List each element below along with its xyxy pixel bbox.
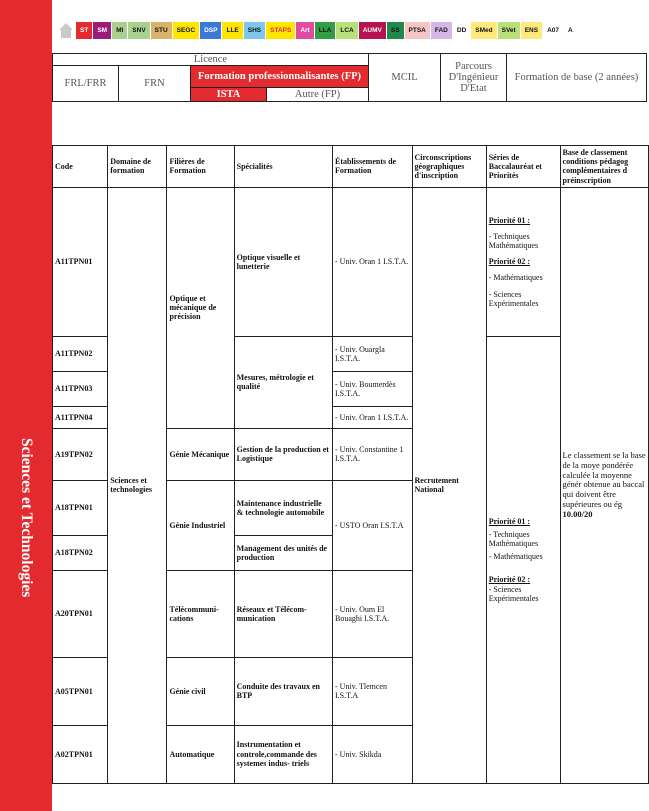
col-domaine: Domaine de formation [108, 146, 167, 188]
fp-header: Formation professionnalisantes (FP) [191, 66, 369, 88]
etab-cell: - USTO Oran I.S.T.A [332, 480, 412, 570]
code-cell: A02TPN01 [53, 725, 108, 783]
series-item: - Sciences Expérimentales [488, 584, 539, 603]
priority-title: Priorité 01 : [488, 516, 531, 526]
specialite-cell: Instrumentation et controle,commande des systemes indus- triels [234, 725, 332, 783]
frn-header: FRN [119, 66, 191, 102]
base-score: 10.00/20 [562, 508, 593, 519]
specialite-cell: Conduite des travaux en BTP [234, 657, 332, 725]
col-etablissements: Établissements de Formation [332, 146, 412, 188]
tab-aumv[interactable]: AUMV [359, 22, 386, 39]
tab-staps[interactable]: STAPS [266, 22, 295, 39]
tab-st[interactable]: ST [76, 22, 92, 39]
col-code: Code [53, 146, 108, 188]
ista-header: ISTA [191, 88, 267, 102]
parcours-header: Parcours D'Ingénieur D'Etat [441, 54, 507, 102]
filiere-cell: Génie Industriel [167, 480, 234, 570]
domain-tab-bar [58, 22, 649, 39]
tab-svet[interactable]: SVet [498, 22, 520, 39]
tab-ptsa[interactable]: PTSA [405, 22, 430, 39]
series-item: - Mathématiques [488, 552, 543, 562]
side-title: Sciences et Technologies [18, 438, 35, 598]
formation-base-header: Formation de base (2 années) [507, 54, 647, 102]
code-cell: A20TPN01 [53, 570, 108, 657]
tab-lla[interactable]: LLA [315, 22, 336, 39]
specialite-cell: Maintenance industrielle & technologie automobile [234, 480, 332, 535]
tab-a07[interactable]: A07 [543, 22, 563, 39]
etab-cell: - Univ. Ouargla I.S.T.A. [332, 336, 412, 371]
tab-segc[interactable]: SEGC [173, 22, 199, 39]
series-item: - Mathématiques [488, 273, 543, 283]
tab-dd[interactable]: DD [453, 22, 470, 39]
etab-cell: - Univ. Oum El Bouaghi I.S.T.A. [332, 570, 412, 657]
tab-ens[interactable]: ENS [521, 22, 542, 39]
code-cell: A18TPN02 [53, 535, 108, 570]
mcil-header: MCIL [369, 54, 441, 102]
frl-header: FRL/FRR [53, 66, 119, 102]
etab-cell: - Univ. Constantine 1 I.S.T.A. [332, 428, 412, 480]
priority-title: Priorité 01 : [488, 215, 531, 225]
licence-header: Licence [53, 54, 369, 66]
formation-type-table [52, 53, 647, 102]
filiere-cell: Génie civil [167, 657, 234, 725]
specialite-cell: Gestion de la production et Logistique [234, 428, 332, 480]
col-filieres: Filières de Formation [167, 146, 234, 188]
autre-fp-header: Autre (FP) [267, 88, 369, 102]
side-band [0, 0, 52, 811]
tab-fad[interactable]: FAD [431, 22, 452, 39]
table-row [53, 187, 649, 336]
tab-snv[interactable]: SNV [128, 22, 149, 39]
etab-cell: - Univ. Skikda [332, 725, 412, 783]
series-cell-2 [486, 336, 560, 783]
tab-a[interactable]: A [564, 22, 577, 39]
code-cell: A18TPN01 [53, 480, 108, 535]
series-cell-1 [486, 187, 560, 336]
code-cell: A11TPN01 [53, 187, 108, 336]
tab-shs[interactable]: SHS [244, 22, 265, 39]
specialite-cell: Réseaux et Télécom- munication [234, 570, 332, 657]
code-cell: A11TPN03 [53, 371, 108, 406]
base-text: Le classement se la base de la moye pondérée calculée la moyenne génér obtenue au baccal qui doivent être supérieures ou ég [562, 450, 646, 509]
filiere-cell: Génie Mécanique [167, 428, 234, 480]
tab-lca[interactable]: LCA [336, 22, 357, 39]
col-circonscriptions: Circonscriptions géographiques d'inscription [412, 146, 486, 188]
domaine-cell: Sciences et technologies [108, 187, 167, 783]
tab-lle[interactable]: LLE [222, 22, 242, 39]
etab-cell: - Univ. Oran 1 I.S.T.A. [332, 187, 412, 336]
etab-cell: - Univ. Tlemcen I.S.T.A [332, 657, 412, 725]
tab-smed[interactable]: SMed [471, 22, 496, 39]
series-item: - Techniques Mathématiques [488, 529, 539, 548]
circonscription-cell: Recrutement National [412, 187, 486, 783]
col-series: Séries de Baccalauréat et Priorités [486, 146, 560, 188]
priority-title: Priorité 02 : [488, 257, 531, 267]
filiere-cell: Télécommuni- cations [167, 570, 234, 657]
specialite-cell: Mesures, métrologie et qualité [234, 336, 332, 428]
priority-title: Priorité 02 : [488, 575, 531, 585]
tab-sm[interactable]: SM [93, 22, 111, 39]
series-item: - Techniques Mathématiques [488, 231, 539, 250]
tab-mi[interactable]: MI [112, 22, 127, 39]
filiere-cell: Automatique [167, 725, 234, 783]
specialties-table [52, 145, 649, 784]
code-cell: A11TPN04 [53, 406, 108, 428]
tab-dsp[interactable]: DSP [200, 22, 221, 39]
home-icon[interactable] [58, 22, 74, 39]
etab-cell: - Univ. Boumerdès I.S.T.A. [332, 371, 412, 406]
tab-art[interactable]: Art [296, 22, 313, 39]
code-cell: A19TPN02 [53, 428, 108, 480]
specialite-cell: Optique visuelle et lunetterie [234, 187, 332, 336]
col-specialites: Spécialités [234, 146, 332, 188]
specialite-cell: Management des unités de production [234, 535, 332, 570]
col-base: Base de classement conditions pédagog complémentaires d préinscription [560, 146, 648, 188]
tab-ss[interactable]: SS [387, 22, 404, 39]
tab-stu[interactable]: STU [151, 22, 172, 39]
base-cell [560, 187, 648, 783]
code-cell: A05TPN01 [53, 657, 108, 725]
filiere-cell: Optique et mécanique de précision [167, 187, 234, 428]
code-cell: A11TPN02 [53, 336, 108, 371]
series-item: - Sciences Expérimentales [488, 289, 539, 308]
etab-cell: - Univ. Oran 1 I.S.T.A. [332, 406, 412, 428]
